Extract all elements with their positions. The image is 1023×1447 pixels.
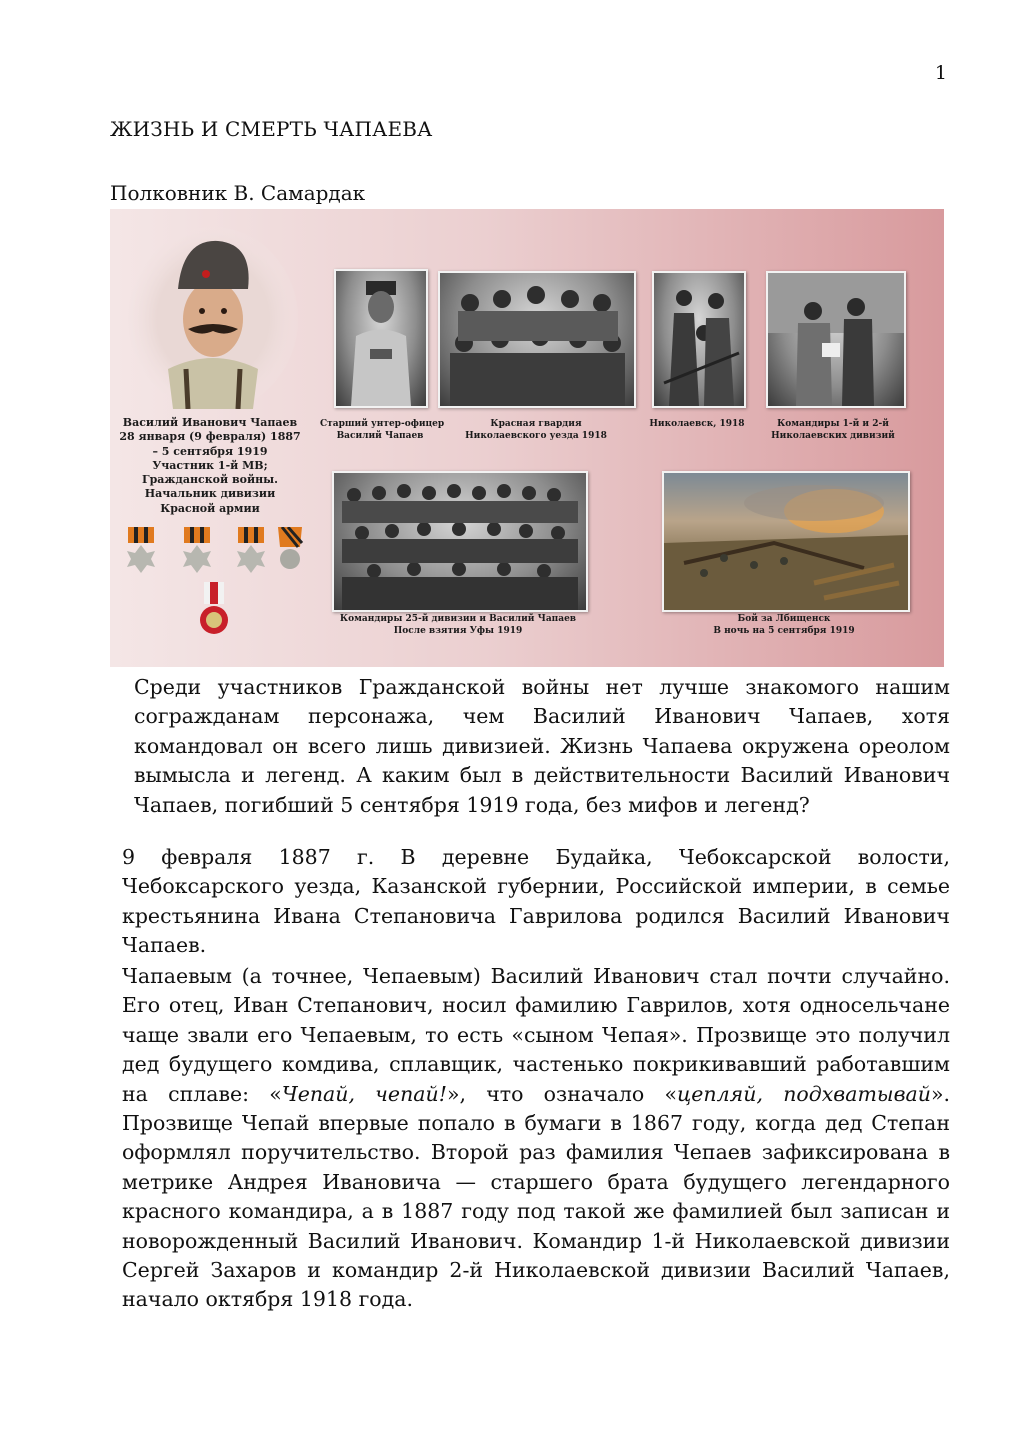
article-title: ЖИЗНЬ И СМЕРТЬ ЧАПАЕВА: [110, 117, 433, 141]
caption-photo2: [440, 418, 632, 442]
st-george-medal: [278, 527, 302, 569]
st-george-cross-medal: [237, 527, 265, 573]
paragraph-birth: [110, 843, 950, 961]
caption-line: Старший унтер-офицер: [320, 419, 445, 429]
bio-line: 28 января (9 февраля) 1887: [119, 430, 301, 444]
italic-quote: цепляй, подхватывай: [676, 1081, 931, 1106]
article-author: Полковник В. Самардак: [110, 181, 366, 205]
st-george-cross-medal: [127, 527, 155, 573]
photo-commanders-1-2: [766, 271, 906, 408]
text-run: Чапаевым (а точнее, Чепаевым) Василий Иванович стал почти случайно. Его отец, Иван Степанович, носил фамилию Гаврилов, хотя односельчане чаще звали его Чепаевым, то есть «сыном Чепая». Прозвище это получил дед будущего комдива, сплавщик, частенько покрикивавший работавшим на сплаве: «: [122, 964, 950, 1106]
bio-line: Гражданской войны.: [141, 473, 279, 487]
caption-photo1: [320, 418, 445, 442]
paragraph-surname: [110, 962, 950, 1315]
caption-photo6: [662, 613, 906, 637]
caption-line: Красная гвардия: [490, 419, 582, 429]
chapaev-portrait: [128, 219, 298, 409]
chapaev-collage: [110, 209, 944, 667]
painting-battle-lbishchensk: [662, 471, 910, 612]
italic-quote: Чепай, чепай!: [281, 1081, 447, 1106]
caption-line: Николаевского уезда 1918: [465, 431, 607, 441]
bio-line: Красной армии: [160, 501, 260, 515]
bio-caption: [110, 416, 310, 516]
photo-red-guard: [438, 271, 636, 408]
caption-line: Командиры 25-й дивизии и Василий Чапаев: [339, 614, 577, 624]
photo-25th-division-commanders: [332, 471, 588, 612]
bio-line: – 5 сентября 1919: [152, 444, 268, 458]
photo-nikolaevsk: [652, 271, 746, 408]
paragraph-birth-text: 9 февраля 1887 г. В деревне Будайка, Чебоксарской волости, Чебоксарского уезда, Казанской губернии, Российской империи, в семье крестьянина Ивана Степановича Гаврилова родился Василий Иванович Чапаев.: [122, 845, 950, 958]
caption-photo5: [322, 613, 594, 637]
caption-line: Василий Чапаев: [336, 431, 424, 441]
bio-line: Начальник дивизии: [144, 487, 276, 501]
bio-line: Участник 1-й МВ;: [152, 458, 268, 472]
page-number: 1: [934, 62, 947, 84]
caption-line: Бой за Лбищенск: [737, 614, 831, 624]
caption-photo3: [640, 418, 754, 430]
red-banner-order: [200, 582, 228, 634]
bio-line: Василий Иванович Чапаев: [122, 416, 298, 429]
caption-line: Николаевск, 1918: [649, 419, 745, 429]
caption-line: Николаевских дивизий: [771, 431, 895, 441]
caption-line: Командиры 1-й и 2-й: [777, 419, 889, 429]
paragraph-surname-text: [110, 962, 950, 1315]
st-george-cross-medal: [183, 527, 211, 573]
paragraph-intro: [110, 673, 950, 820]
caption-photo4: [758, 418, 908, 442]
text-run: », что означало «: [446, 1081, 677, 1106]
photo-chapaev-nco: [334, 269, 428, 408]
paragraph-intro-text: Среди участников Гражданской войны нет лучше знакомого нашим согражданам персонажа, чем Василий Иванович Чапаев, хотя командовал он всего лишь дивизией. Жизнь Чапаева окружена ореолом вымысла и легенд. А каким был в действительности Василий Иванович Чапаев, погибший 5 сентября 1919 года, без мифов и легенд?: [134, 675, 950, 817]
medals-group: [120, 527, 305, 647]
caption-line: После взятия Уфы 1919: [393, 626, 523, 636]
text-run: ». Прозвище Чепай впервые попало в бумаги в 1867 году, когда дед Степан оформлял поручительство. Второй раз фамилия Чепаев зафиксирована в метрике Андрея Ивановича — старшего брата будущего легендарного красного командира, а в 1887 году под такой же фамилией был записан и новорожденный Василий Иванович. Командир 1-й Николаевской дивизии Сергей Захаров и командир 2-й Николаевской дивизии Василий Чапаев, начало октября 1918 года.: [122, 1081, 950, 1312]
caption-line: В ночь на 5 сентября 1919: [713, 626, 855, 636]
